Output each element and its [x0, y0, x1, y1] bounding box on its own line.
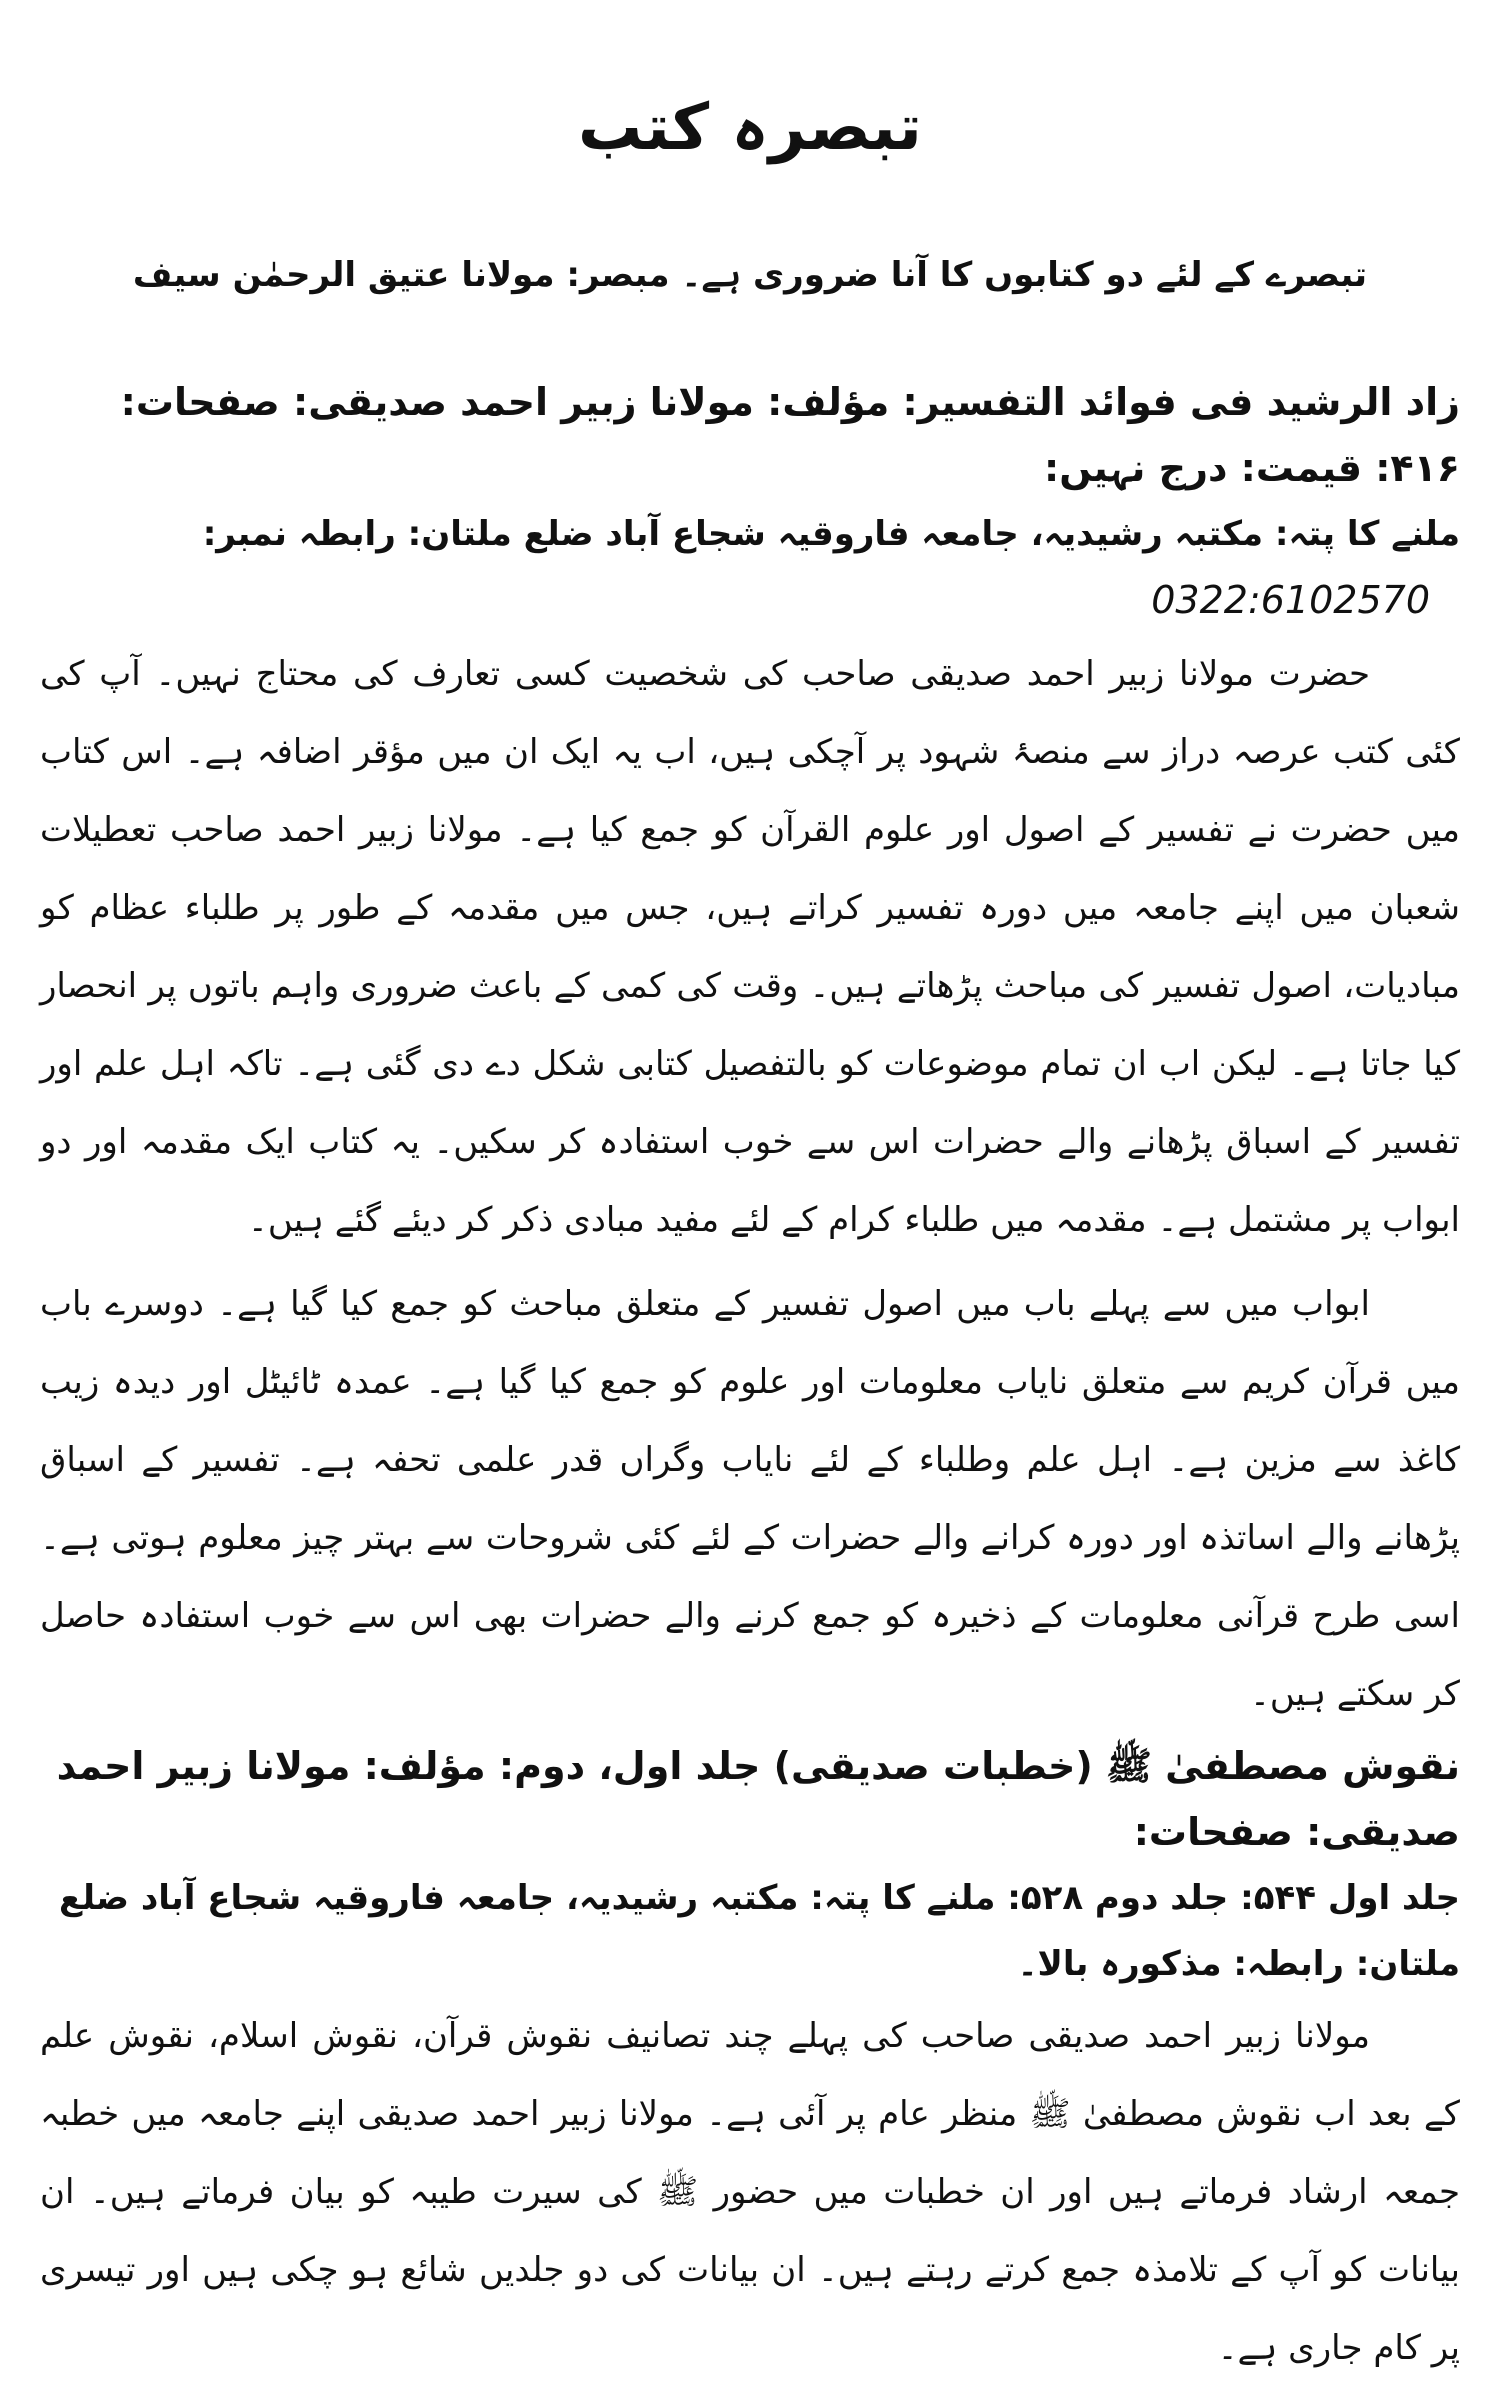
intro — [40, 247, 1460, 303]
book1-heading-line2 — [40, 501, 1460, 635]
page-title: تبصرہ کتب — [578, 91, 922, 165]
book2-heading-line2: جلد اول ۵۴۴: جلد دوم ۵۲۸: ملنے کا پتہ: مکتبہ رشیدیہ، جامعہ فاروقیہ شجاع آباد ضلع ملتان: رابطہ: مذکورہ بالا۔ — [59, 1877, 1460, 1984]
book1-phone: 0322:6102570 — [1151, 577, 1430, 622]
book1-heading — [40, 369, 1460, 635]
book2-heading — [40, 1733, 1460, 1997]
book2-heading-line1: نقوش مصطفیٰ ﷺ (خطبات صدیقی) جلد اول، دوم: مؤلف: مولانا زبیر احمد صدیقی: صفحات: — [56, 1743, 1460, 1854]
book1-address: ملنے کا پتہ: مکتبہ رشیدیہ، جامعہ فاروقیہ شجاع آباد ضلع ملتان: رابطہ نمبر: — [202, 513, 1460, 554]
book2-paragraph-1: مولانا زبیر احمد صدیقی صاحب کی پہلے چند تصانیف نقوش قرآن، نقوش اسلام، نقوش علم کے بعد اب نقوش مصطفیٰ ﷺ منظر عام پر آئی ہے۔ مولانا زبیر احمد صدیقی اپنے جامعہ میں خطبہ جمعہ ارشاد فرماتے ہیں اور ان خطبات میں حضور ﷺ کی سیرت طیبہ کو بیان فرماتے ہیں۔ ان بیانات کو آپ کے تلامذہ جمع کرتے رہتے ہیں۔ ان بیانات کی دو جلدیں شائع ہو چکی ہیں اور تیسری پر کام جاری ہے۔ — [40, 2015, 1460, 2368]
intro-line: تبصرے کے لئے دو کتابوں کا آنا ضروری ہے۔ مبصر: مولانا عتیق الرحمٰن سیف — [132, 254, 1368, 295]
book1-heading-line1: زاد الرشید فی فوائد التفسیر: مؤلف: مولانا زبیر احمد صدیقی: صفحات: ۴۱۶: قیمت: درج نہیں: — [120, 379, 1460, 490]
book1-paragraph-1: حضرت مولانا زبیر احمد صدیقی صاحب کی شخصیت کسی تعارف کی محتاج نہیں۔ آپ کی کئی کتب عرصہ دراز سے منصۂ شہود پر آچکی ہیں، اب یہ ایک ان میں مؤقر اضافہ ہے۔ اس کتاب میں حضرت نے تفسیر کے اصول اور علوم القرآن کو جمع کیا ہے۔ مولانا زبیر احمد صاحب تعطیلات شعبان میں اپنے جامعہ میں دورہ تفسیر کراتے ہیں، جس میں مقدمہ کے طور پر طلباء عظام کو مبادیات، اصول تفسیر کی مباحث پڑھاتے ہیں۔ وقت کی کمی کے باعث ضروری واہم باتوں پر انحصار کیا جاتا ہے۔ لیکن اب ان تمام موضوعات کو بالتفصیل کتابی شکل دے دی گئی ہے۔ تاکہ اہل علم اور تفسیر کے اسباق پڑھانے والے حضرات اس سے خوب استفادہ کر سکیں۔ یہ کتاب ایک مقدمہ اور دو ابواب پر مشتمل ہے۔ مقدمہ میں طلباء کرام کے لئے مفید مبادی ذکر کر دیئے گئے ہیں۔ — [40, 653, 1460, 1240]
book1-paragraph-2: ابواب میں سے پہلے باب میں اصول تفسیر کے متعلق مباحث کو جمع کیا گیا ہے۔ دوسرے باب میں قرآن کریم سے متعلق نایاب معلومات اور علوم کو جمع کیا گیا ہے۔ عمدہ ٹائیٹل اور دیدہ زیب کاغذ سے مزین ہے۔ اہل علم وطلباء کے لئے نایاب وگراں قدر علمی تحفہ ہے۔ تفسیر کے اسباق پڑھانے والے اساتذہ اور دورہ کرانے والے حضرات کے لئے کئی شروحات سے بہتر چیز معلوم ہوتی ہے۔ اسی طرح قرآنی معلومات کے ذخیرہ کو جمع کرنے والے حضرات بھی اس سے خوب استفادہ حاصل کر سکتے ہیں۔ — [40, 1283, 1460, 1714]
